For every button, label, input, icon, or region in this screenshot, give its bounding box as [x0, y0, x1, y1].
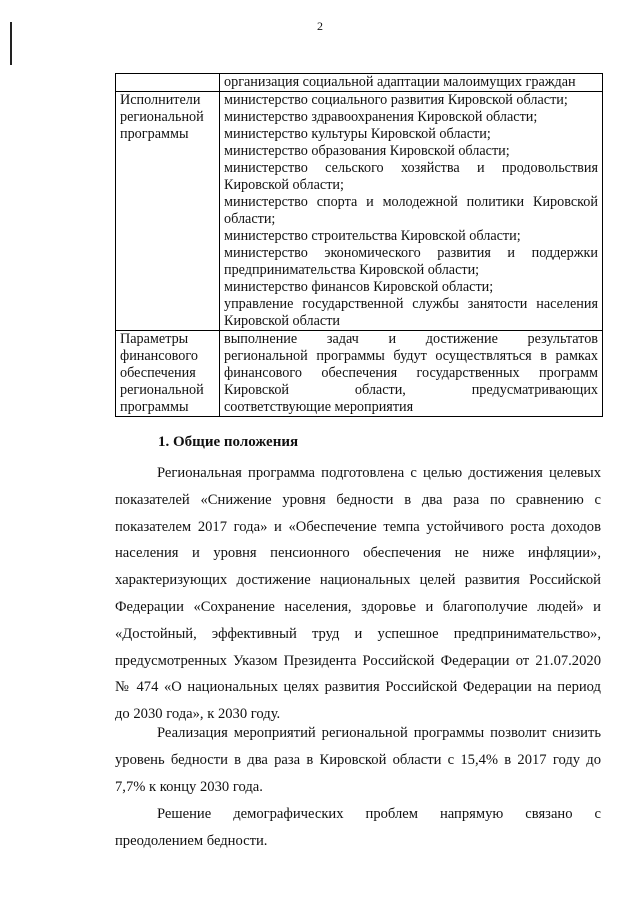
paragraph-line: 7,7% к концу 2030 года.: [115, 778, 263, 795]
label-line: Параметры: [120, 331, 189, 347]
table-value-cell: [220, 92, 603, 331]
value-line: министерство финансов Кировской области;: [224, 279, 494, 295]
paragraph-line: характеризующих достижение национальных целей развития Российской: [115, 572, 601, 589]
value-line: министерство сельского хозяйства и продовольствия: [224, 160, 598, 176]
value-line: управление государственной службы занятости населения: [224, 296, 598, 312]
table-row: [116, 74, 603, 92]
paragraph-2: [115, 720, 601, 800]
value-line: министерство строительства Кировской области;: [224, 228, 521, 244]
paragraph-line: Решение демографических проблем напрямую связано с: [157, 806, 601, 822]
paragraph-line: Федерации «Сохранение населения, здоровье и благополучие людей» и: [115, 598, 601, 615]
value-line: организация социальной адаптации малоимущих граждан: [224, 74, 576, 90]
value-line: финансового обеспечения государственных программ: [224, 365, 598, 381]
table-row: [116, 331, 603, 417]
value-line: соответствующие мероприятия: [224, 399, 414, 415]
label-line: региональной: [120, 109, 204, 125]
value-line: министерство здравоохранения Кировской области;: [224, 109, 538, 125]
label-line: финансового: [120, 348, 198, 364]
paragraph-line: «Достойный, эффективный труд и успешное предпринимательство»,: [115, 625, 601, 642]
paragraph-1: [115, 460, 601, 728]
value-line: региональной программы будут осуществляться в рамках: [224, 348, 598, 364]
value-line: министерство экономического развития и поддержки: [224, 245, 598, 261]
table-label-cell: [116, 92, 220, 331]
table-label-cell: [116, 74, 220, 92]
value-line: министерство образования Кировской области;: [224, 143, 510, 159]
value-line: министерство спорта и молодежной политики Кировской: [224, 194, 598, 210]
table-value-cell: [220, 74, 603, 92]
table-label-cell: [116, 331, 220, 417]
value-line: министерство социального развития Кировской области;: [224, 92, 568, 108]
paragraph-line: уровень бедности в два раза в Кировской области с 15,4% в 2017 году до: [115, 751, 601, 768]
value-line: области;: [224, 211, 276, 227]
value-line: предпринимательства Кировской области;: [224, 262, 480, 278]
paragraph-line: Региональная программа подготовлена с целью достижения целевых: [157, 465, 601, 481]
paragraph-line: № 474 «О национальных целях развития Российской Федерации на период: [115, 679, 601, 696]
label-line: региональной: [120, 382, 204, 398]
paragraph-line: преодолением бедности.: [115, 832, 268, 849]
paragraph-line: населения и уровня пенсионного обеспечения не ниже инфляции»,: [115, 545, 601, 562]
paragraph-line: показателем 2017 года» и «Обеспечение темпа устойчивого роста доходов: [115, 518, 601, 535]
value-line: выполнение задач и достижение результатов: [224, 331, 598, 347]
label-line: программы: [120, 399, 189, 415]
table-row: [116, 92, 603, 331]
paragraph-line: до 2030 года», к 2030 году.: [115, 706, 281, 723]
label-line: программы: [120, 126, 189, 142]
value-line: Кировской области: [224, 313, 340, 329]
paragraph-line: предусмотренных Указом Президента Российской Федерации от 21.07.2020: [115, 652, 601, 669]
program-passport-table: [115, 73, 603, 417]
margin-mark: [10, 22, 12, 65]
page-number: 2: [317, 19, 323, 33]
table-value-cell: [220, 331, 603, 417]
paragraph-line: показателей «Снижение уровня бедности в два раза по сравнению с: [115, 491, 601, 508]
label-line: обеспечения: [120, 365, 196, 381]
value-line: Кировской области, предусматривающих: [224, 382, 598, 398]
paragraph-line: Реализация мероприятий региональной программы позволит снизить: [157, 725, 601, 741]
value-line: Кировской области;: [224, 177, 344, 193]
paragraph-3: [115, 801, 601, 855]
value-line: министерство культуры Кировской области;: [224, 126, 491, 142]
label-line: Исполнители: [120, 92, 201, 108]
section-heading: 1. Общие положения: [158, 434, 299, 450]
